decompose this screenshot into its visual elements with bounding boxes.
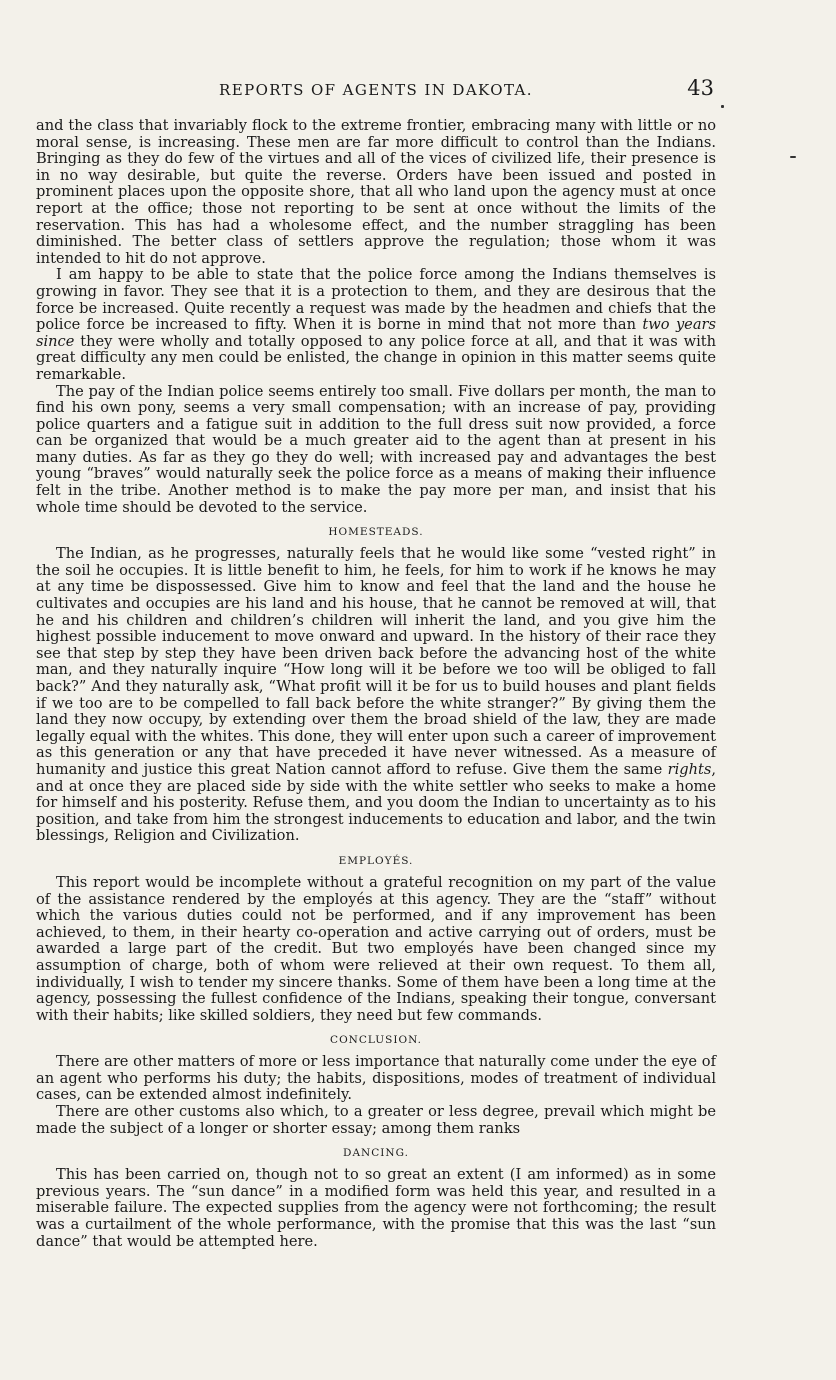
paragraph-text: , and at once they are placed side by side with the white settler who seeks to make a home for himself and his posterity. Refuse them, and you doom the Indian to uncertainty as to his position, and take from him the strongest inducements to education and labor, and the twin blessings, Religion and Civilization. [36, 760, 716, 845]
page-number: 43 [687, 76, 714, 100]
paragraph: There are other matters of more or less importance that naturally come under the eye of an agent who performs his duty; the habits, dispositions, modes of treatment of individual cases, can be extended almost indefinitely. [36, 1053, 716, 1104]
paragraph: This has been carried on, though not to so great an extent (I am informed) as in some previous years. The “sun dance” in a modified form was held this year, and resulted in a miserable failure. The expected supplies from the agency were not forthcoming; the result was a curtailment of the whole performance, with the promise that this was the last “sun dance” that would be attempted here. [36, 1166, 716, 1250]
emphasis-text: two years since [36, 316, 716, 350]
section-heading-conclusion: CONCLUSION. [330, 1034, 422, 1047]
section-heading-dancing: DANCING. [343, 1147, 409, 1160]
paragraph-text: The Indian, as he progresses, naturally feels that he would like some “vested right” in the soil he occupies. It is little benefit to him, he feels, for him to work if he knows he may at any time be dispossessed. Give him to know and feel that the land and the house he cultivates and occupies are his land and his house, that he cannot be removed at will, that he and his children and children’s children will inherit the land, and you give him the highest possible inducement to move onward and upward. In the history of their race they see that step by step they have been driven back before the advancing host of the white man, and they naturally inquire “How long will it be before we too will be obliged to fall back?” And they naturally ask, “What profit will it be for us to build houses and plant fields if we too are to be compelled to fall back before the white stranger?” By giving them the land they now occupy, by extending over them the broad shield of the law, they are made legally equal with the whites. This done, they will enter upon such a career of improvement as this generation or any that have preceded it have never witnessed. As a measure of humanity and justice this great Nation cannot afford to refuse. Give them the same [36, 545, 716, 778]
paragraph: The pay of the Indian police seems entirely too small. Five dollars per month, the man to find his own pony, seems a very small compensation; with an increase of pay, providing police quarters and a fatigue suit in addition to the full dress suit now provided, a force can be organized that would be a much greater aid to the agent than at present in his many duties. As far as they go they do well; with increased pay and advantages the best young “braves” would naturally seek the police force as a means of making their influence felt in the tribe. Another method is to make the pay more per man, and insist that his whole time should be devoted to the service. [36, 382, 716, 516]
running-title: REPORTS OF AGENTS IN DAKOTA. [219, 81, 533, 99]
section-heading-homesteads: HOMESTEADS. [328, 526, 424, 539]
running-header [36, 76, 716, 106]
paragraph-text: I am happy to be able to state that the police force among the Indians themselves is growing in favor. They see that it is a protection to them, and they are desirous that the force be increased. Quite recently a request was made by the headmen and chiefs that the police force be increased to fifty. When it is borne in mind that not more than [36, 266, 716, 334]
margin-speck [790, 156, 796, 158]
paragraph: This report would be incomplete without a grateful recognition on my part of the value of the assistance rendered by the employés at this agency. They are the “staff” without which the various duties could not be performed, and if any improvement has been achieved, to them, in their hearty co-operation and active carrying out of orders, must be awarded a large part of the credit. But two employés have been changed since my assumption of charge, both of whom were relieved at their own request. To them all, individually, I wish to tender my sincere thanks. Some of them have been a long time at the agency, possessing the fullest confidence of the Indians, speaking their tongue, conversant with their habits; like skilled soldiers, they need but few commands. [36, 873, 716, 1024]
paragraph [36, 546, 716, 845]
paragraph-text: they were wholly and totally opposed to any police force at all, and that it was with great difficulty any men could be enlisted, the change in opinion in this matter seems quite remarkable. [36, 332, 716, 383]
body-text [36, 118, 716, 1250]
paragraph: There are other customs also which, to a greater or less degree, prevail which might be made the subject of a longer or shorter essay; among them ranks [36, 1103, 716, 1137]
paragraph [36, 267, 716, 383]
margin-speck [721, 105, 724, 108]
paragraph: and the class that invariably flock to the extreme frontier, embracing many with little or no moral sense, is increasing. These men are far more difficult to control than the Indians. Bringing as they do few of the virtues and all of the vices of civilized life, their presence is in no way desirable, but quite the reverse. Orders have been issued and posted in prominent places upon the opposite shore, that all who land upon the agency must at once report at the office; those not reporting to be sent at once without the limits of the reservation. This has had a wholesome effect, and the number straggling has been diminished. The better class of settlers approve the regulation; those whom it was intended to hit do not approve. [36, 117, 716, 267]
section-heading-employes: EMPLOYÉS. [338, 854, 414, 867]
emphasis-text: rights [667, 760, 712, 778]
